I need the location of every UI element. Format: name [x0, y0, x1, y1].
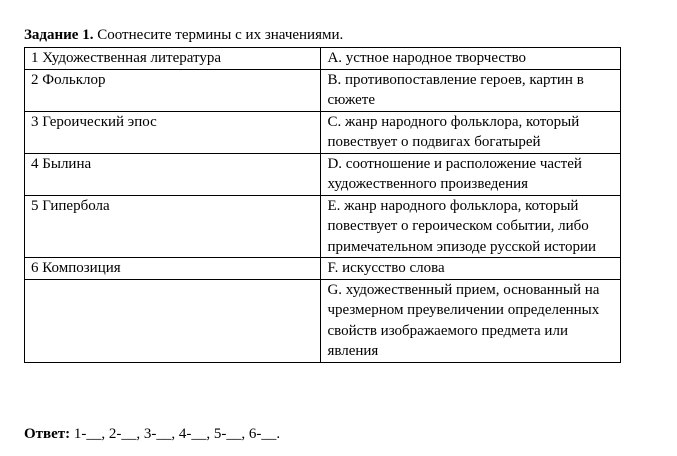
answer-text: 1-__, 2-__, 3-__, 4-__, 5-__, 6-__.: [70, 426, 281, 442]
meaning-cell: D. соотношение и расположение частей художественного произведения: [321, 153, 621, 195]
answer-line: [24, 425, 280, 443]
table-row: [25, 48, 621, 70]
term-cell: 3 Героический эпос: [25, 111, 321, 153]
table-row: [25, 69, 621, 111]
term-cell: 5 Гипербола: [25, 195, 321, 258]
table-row: [25, 153, 621, 195]
task-label: Задание 1.: [24, 27, 94, 43]
meaning-cell: F. искусство слова: [321, 258, 621, 280]
term-cell: 1 Художественная литература: [25, 48, 321, 70]
term-cell: 6 Композиция: [25, 258, 321, 280]
meaning-cell: A. устное народное творчество: [321, 48, 621, 70]
table-row: [25, 279, 621, 362]
table-row: [25, 258, 621, 280]
meaning-cell: E. жанр народного фольклора, который повествует о героическом событии, либо примечательном эпизоде русской истории: [321, 195, 621, 258]
terms-table: [24, 47, 621, 363]
task-text: Соотнесите термины с их значениями.: [93, 27, 344, 43]
term-cell: 2 Фольклор: [25, 69, 321, 111]
meaning-cell: B. противопоставление героев, картин в сюжете: [321, 69, 621, 111]
meaning-cell: G. художественный прием, основанный на чрезмерном преувеличении определенных свойств изображаемого предмета или явления: [321, 279, 621, 362]
table-row: [25, 111, 621, 153]
term-cell: [25, 279, 321, 362]
table-row: [25, 195, 621, 258]
term-cell: 4 Былина: [25, 153, 321, 195]
task-heading: [24, 26, 343, 44]
meaning-cell: C. жанр народного фольклора, который повествует о подвигах богатырей: [321, 111, 621, 153]
answer-label: Ответ:: [24, 426, 71, 442]
